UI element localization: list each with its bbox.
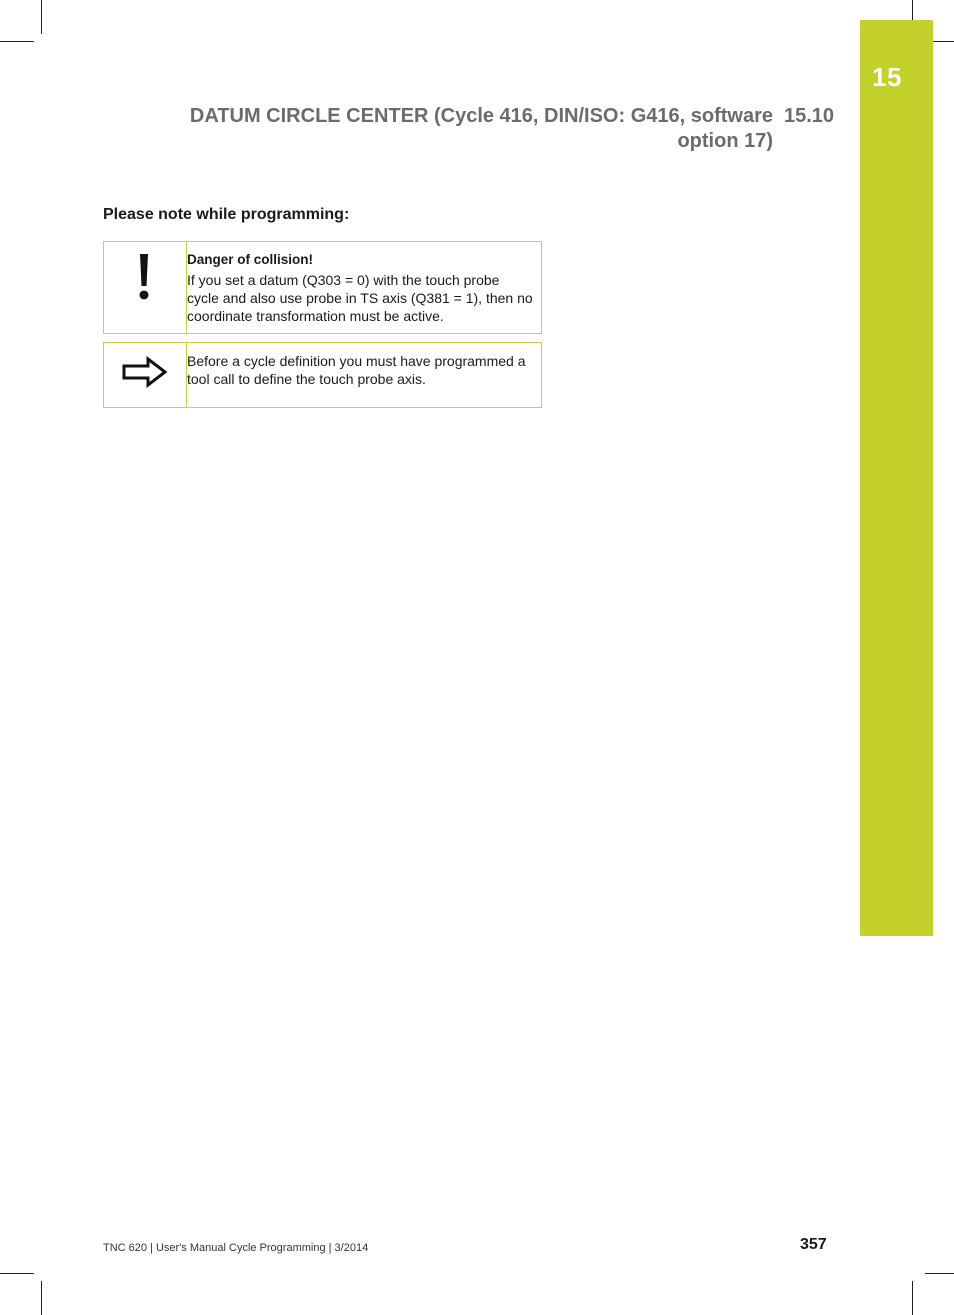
crop-mark — [912, 1281, 913, 1315]
crop-mark — [0, 41, 34, 42]
note-heading: Danger of collision! — [187, 252, 314, 267]
crop-mark — [933, 41, 954, 42]
chapter-tab — [860, 20, 933, 936]
arrow-right-icon — [121, 356, 169, 388]
page-header-title: DATUM CIRCLE CENTER (Cycle 416, DIN/ISO: G416, software option 17) — [189, 105, 773, 152]
chapter-number: 15 — [872, 62, 902, 92]
crop-mark — [925, 1273, 954, 1274]
exclamation-icon — [133, 252, 155, 302]
footer-text: TNC 620 | User's Manual Cycle Programming | 3/2014 — [103, 1242, 369, 1254]
note-body — [187, 352, 533, 388]
crop-mark — [41, 0, 42, 34]
tool-call-tip-note — [103, 342, 542, 408]
note-body — [187, 251, 533, 325]
note-icon-cell — [104, 343, 187, 407]
note-icon-cell — [104, 242, 187, 333]
crop-mark — [912, 0, 913, 20]
page-number: 357 — [800, 1236, 827, 1253]
note-text: Before a cycle definition you must have programmed a tool call to define the touch probe axis. — [187, 353, 526, 387]
page-header-section-number: 15.10 — [784, 105, 835, 127]
collision-warning-note — [103, 241, 542, 334]
crop-mark — [41, 1281, 42, 1315]
crop-mark — [0, 1273, 34, 1274]
section-heading: Please note while programming: — [103, 206, 350, 223]
note-text: If you set a datum (Q303 = 0) with the touch probe cycle and also use probe in TS axis (Q381 = 1), then no coordinate transformation must be active. — [187, 272, 533, 324]
